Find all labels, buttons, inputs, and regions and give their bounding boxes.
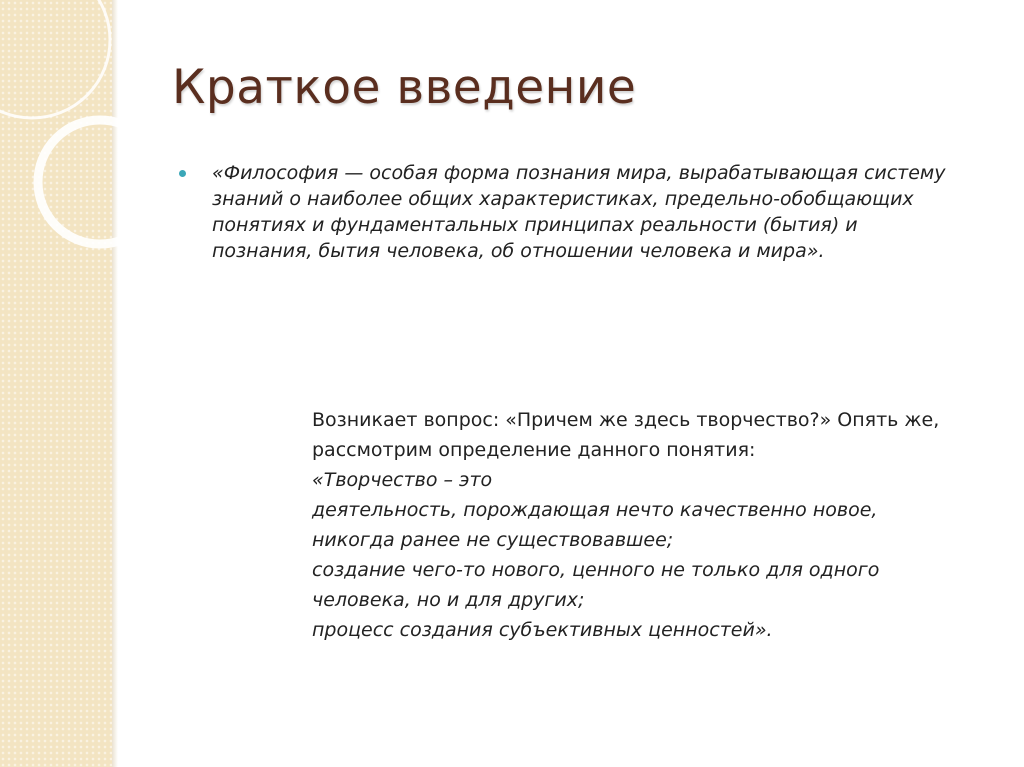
definition-line: деятельность, порождающая нечто качественно новое, (312, 499, 878, 521)
philosophy-quote: «Философия — особая форма познания мира, вырабатывающая систему знаний о наиболее общих характеристиках, предельно-обобщающих понятиях и фундаментальных принципах реальности (бытия) и познания, бытия человека, об отношении человека и мира». (212, 162, 946, 262)
question-line-1: Возникает вопрос: «Причем же здесь творчество?» Опять же, (312, 409, 940, 431)
creativity-block (312, 405, 1002, 645)
definition-line: процесс создания субъективных ценностей». (312, 619, 773, 641)
decorative-rings (0, 0, 140, 290)
question-line-2: рассмотрим определение данного понятия: (312, 439, 756, 461)
definition-line: создание чего-то нового, ценного не только для одного (312, 559, 880, 581)
decorative-ring-large (0, 0, 110, 118)
decorative-ring-small (38, 120, 140, 244)
definition-line: человека, но и для других; (312, 589, 585, 611)
bullet-item (178, 160, 958, 264)
bullet-dot-icon (179, 170, 186, 177)
bullet-list (178, 160, 958, 264)
slide-title: Краткое введение (172, 60, 637, 115)
definition-line: «Творчество – это (312, 469, 493, 491)
definition-line: никогда ранее не существовавшее; (312, 529, 674, 551)
